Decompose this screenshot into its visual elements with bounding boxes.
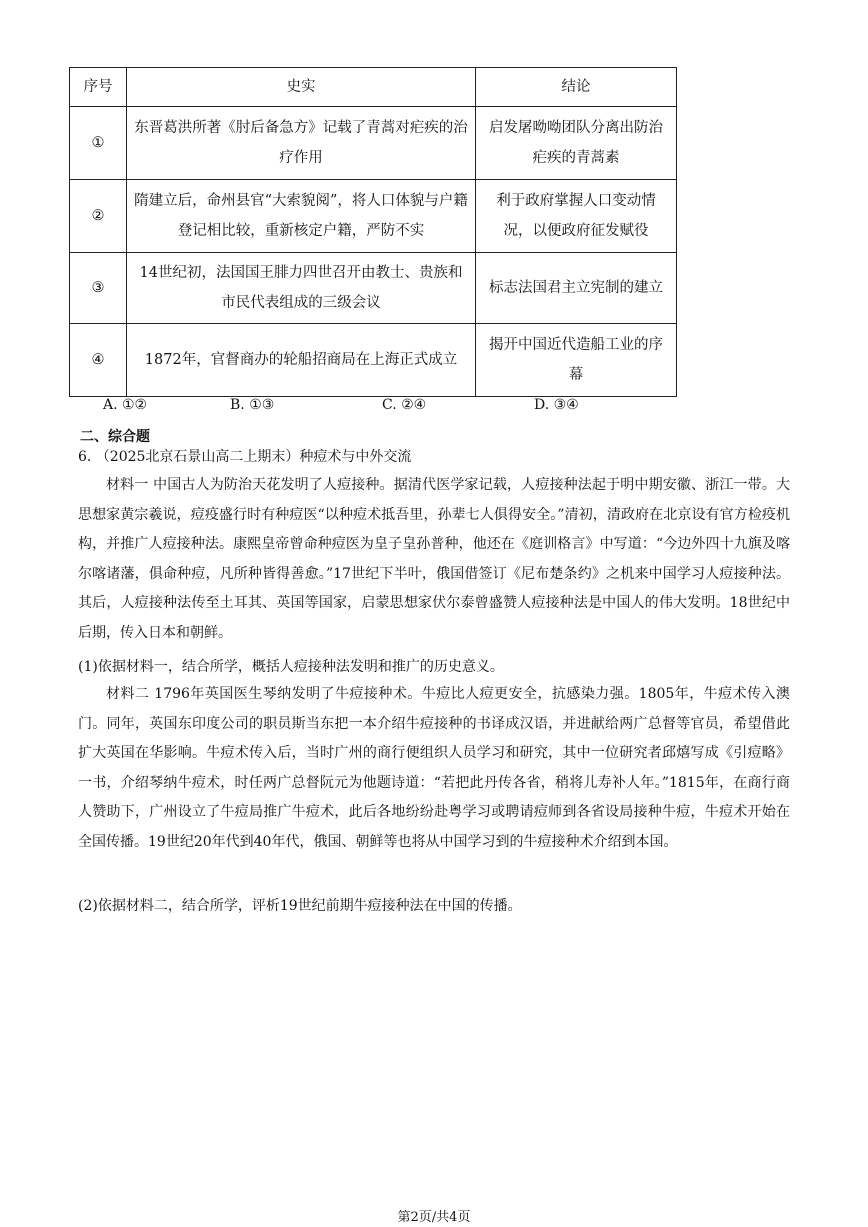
row-fact: 1872年，官督商办的轮船招商局在上海正式成立 bbox=[127, 324, 476, 397]
table-row bbox=[70, 324, 677, 397]
header-fact: 史实 bbox=[127, 68, 476, 107]
header-serial: 序号 bbox=[70, 68, 127, 107]
table-row bbox=[70, 180, 677, 253]
row-fact: 隋建立后，命州县官“大索貌阅”，将人口体貌与户籍登记相比较，重新核定户籍，严防不实 bbox=[127, 180, 476, 253]
row-serial: ④ bbox=[70, 324, 127, 397]
history-table bbox=[69, 67, 677, 397]
option-c: C. ②④ bbox=[382, 397, 427, 413]
row-conclusion: 利于政府掌握人口变动情况，以便政府征发赋役 bbox=[476, 180, 677, 253]
row-conclusion: 揭开中国近代造船工业的序幕 bbox=[476, 324, 677, 397]
question-heading: 6. （2025北京石景山高二上期末）种痘术与中外交流 bbox=[78, 449, 412, 465]
table-row bbox=[70, 253, 677, 324]
row-fact: 东晋葛洪所著《肘后备急方》记载了青蒿对疟疾的治疗作用 bbox=[127, 107, 476, 180]
row-conclusion: 启发屠呦呦团队分离出防治疟疾的青蒿素 bbox=[476, 107, 677, 180]
page-number: 第2页/共4页 bbox=[397, 1210, 471, 1225]
section-title: 二、综合题 bbox=[80, 429, 150, 445]
row-conclusion: 标志法国君主立宪制的建立 bbox=[476, 253, 677, 324]
answer-options bbox=[0, 397, 868, 419]
row-serial: ② bbox=[70, 180, 127, 253]
option-d: D. ③④ bbox=[534, 397, 579, 413]
sub-question-2: (2)依据材料二，结合所学，评析19世纪前期牛痘接种法在中国的传播。 bbox=[78, 898, 522, 914]
row-fact: 14世纪初，法国国王腓力四世召开由教士、贵族和市民代表组成的三级会议 bbox=[127, 253, 476, 324]
table-row bbox=[70, 107, 677, 180]
row-serial: ① bbox=[70, 107, 127, 180]
material-two: 材料二 1796年英国医生琴纳发明了牛痘接种术。牛痘比人痘更安全，抗感染力强。1805年，牛痘术传入澳门。同年，英国东印度公司的职员斯当东把一本介绍牛痘接种的书译成汉语，并进献给两广总督等官员，希望借此扩大英国在华影响。牛痘术传入后，当时广州的商行便组织人员学习和研究，其中一位研究者邱熺写成《引痘略》一书，介绍琴纳牛痘术，时任两广总督阮元为他题诗道：“若把此丹传各省，稍将儿寿补人年。”1815年，在商行商人赞助下，广州设立了牛痘局推广牛痘术，此后各地纷纷赴粤学习或聘请痘师到各省设局接种牛痘，牛痘术开始在全国传播。19世纪20年代到40年代，俄国、朝鲜等也将从中国学习到的牛痘接种术介绍到本国。 bbox=[78, 686, 790, 850]
material-one: 材料一 中国古人为防治天花发明了人痘接种。据清代医学家记载，人痘接种法起于明中期安徽、浙江一带。大思想家黄宗羲说，痘疫盛行时有种痘医“以种痘术抵吾里，孙辈七人俱得安全。”清初，清政府在北京设有官方检疫机构，并推广人痘接种法。康熙皇帝曾命种痘医为皇子皇孙普种，他还在《庭训格言》中写道：“今边外四十九旗及喀尔喀诸藩，俱命种痘，凡所种皆得善愈。”17世纪下半叶，俄国借签订《尼布楚条约》之机来中国学习人痘接种法。其后，人痘接种法传至土耳其、英国等国家，启蒙思想家伏尔泰曾盛赞人痘接种法是中国人的伟大发明。18世纪中后期，传入日本和朝鲜。 bbox=[78, 477, 790, 641]
table-header-row bbox=[70, 68, 677, 107]
header-conclusion: 结论 bbox=[476, 68, 677, 107]
row-serial: ③ bbox=[70, 253, 127, 324]
option-a: A. ①② bbox=[103, 397, 148, 413]
sub-question-1: (1)依据材料一，结合所学，概括人痘接种法发明和推广的历史意义。 bbox=[78, 659, 504, 675]
option-b: B. ①③ bbox=[230, 397, 275, 413]
